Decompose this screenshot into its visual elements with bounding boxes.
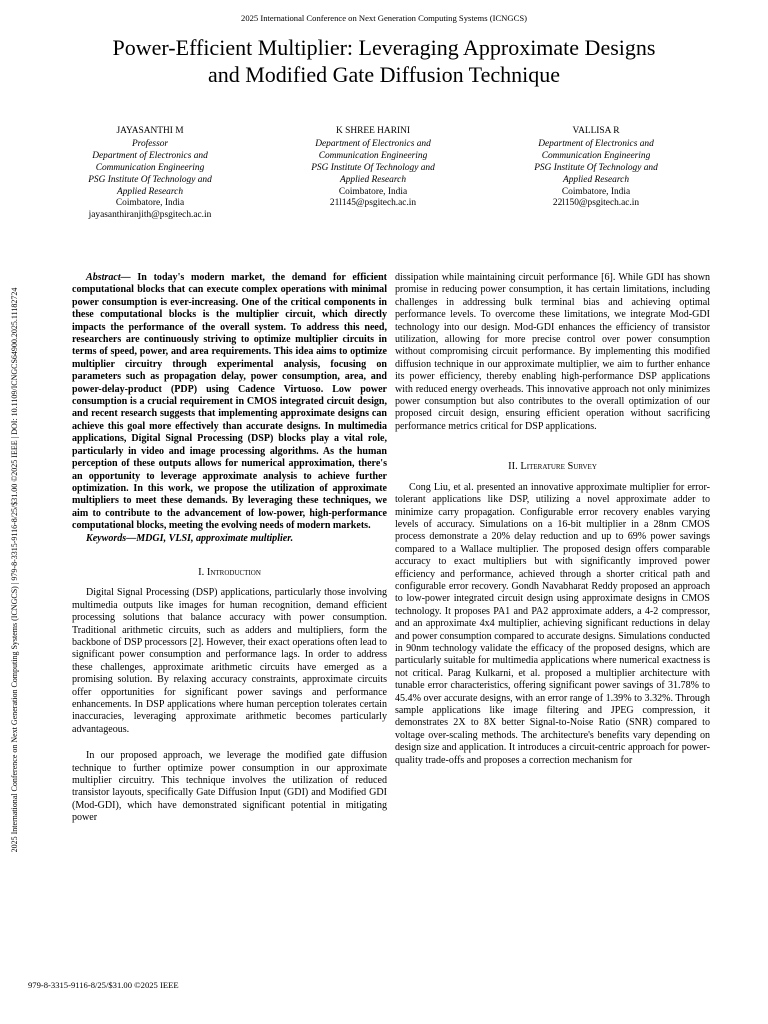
abstract-body: In today's modern market, the demand for efficient computational blocks that can execute complex operations with minimal power consumption is ever-increasing. One of the critical components in these computational blocks is the multiplier circuit, which directly impacts the performance of the overall system. To address this need, researchers are continuously striving to optimize multiplier circuits in terms of speed, power, and area requirements. This idea aims to optimize multiplier circuitry through experimental analysis, focusing on parameters such as propagation delay, power consumption, area, and power-delay-product (PDP) using Cadence Virtuoso. Low power consumption is a crucial requirement in CMOS integrated circuit design, and recent research suggests that implementing approximate designs can achieve this goal more effectively than accurate designs. In multimedia applications, Digital Signal Processing (DSP) blocks play a vital role, particularly in video and image processing algorithms. As the human perception of these outputs allows for numerical approximation, there's an opportunity to leverage approximate analysis to achieve further optimization. In this work, we propose the utilization of approximate multipliers to meet these demands. By leveraging these techniques, we aim to contribute to the advancement of low-power, high-performance computational blocks, meeting the evolving needs of modern markets. (72, 272, 387, 532)
title-line-1: Power-Efficient Multiplier: Leveraging Approximate Designs (112, 35, 656, 60)
author-3 (496, 126, 696, 222)
abstract-lead: Abstract— (86, 272, 131, 283)
author-dept: Communication Engineering (318, 150, 428, 161)
author-role: Professor (131, 138, 169, 149)
author-dept: Department of Electronics and (538, 138, 654, 149)
section-heading-introduction: I. Introduction (198, 566, 261, 578)
author-institution: Applied Research (339, 174, 407, 185)
author-dept: Department of Electronics and (92, 150, 208, 161)
author-email: 21l145@psgitech.ac.in (329, 198, 417, 209)
literature-paragraph-1: Cong Liu, et al. presented an innovative approximate multiplier for error-tolerant applications like DSP, utilizing a novel approximate adder to minimize carry propagation. Configurable error recovery enables varying levels of accuracy. Simulations on a 16-bit multiplier in a 28nm CMOS process demonstrate a 20% delay reduction and up to 69% power savings compared to a Wallace multiplier. The proposed design offers comparable accuracy to exact multipliers but with significantly improved power efficiency and performance, achieved through a shorter critical path and configurable error recovery. Gondh Navabharat Reddy proposed an approach to low-power integrated circuit design using approximate designs in CMOS technology. It proposes PA1 and PA2 approximate adders, a 4-2 compressor, and an approximate 4x4 multiplier, achieving significant reductions in delay and power consumption compared to accurate designs. Simulations conducted in 90nm technology validate the efficacy of the proposed designs, which are particularly suitable for multimedia applications where numerical exactness is not critical. Parag Kulkarni, et al. proposed a multiplier architecture with tunable error characteristics, offering significant power savings of 31.78% to 45.4% over accurate designs, with an error range of 1.39% to 3.32%. Through sample applications like image filtering and JPEG compression, it demonstrates 2X to 8X better Signal-to-Noise Ratio (SNR) compared to voltage over-scaling methods. The architecture's benefits vary depending on design size and application. It introduces a circuit-centric approach for power-quality trade-offs and proposes a correction mechanism for (395, 481, 710, 766)
author-dept: Communication Engineering (95, 162, 205, 173)
author-name: K SHREE HARINI (336, 126, 410, 136)
intro-paragraph-1: Digital Signal Processing (DSP) applications, particularly those involving multimedia outputs like images for human recognition, demand efficient processing solutions that balance accuracy with power consumption. Traditional arithmetic circuits, such as adders and multipliers, form the backbone of DSP processors [2]. However, their exact operations often lead to significant power consumption and performance lags. In order to address these challenges, approximate arithmetic circuits have emerged as a promising solution. By relaxing accuracy constraints, approximate circuits offer opportunities for significant power savings and performance enhancements. In DSP applications where human perception tolerates certain inaccuracies, leveraging approximate arithmetic becomes particularly advantageous. (72, 587, 387, 735)
author-institution: PSG Institute Of Technology and (88, 174, 212, 185)
author-name: JAYASANTHI M (116, 126, 184, 136)
keywords: Keywords—MDGI, VLSI, approximate multiplier. (86, 532, 294, 544)
left-column (72, 272, 387, 825)
author-email: 22l150@psgitech.ac.in (552, 198, 640, 209)
right-paragraph-1: dissipation while maintaining circuit performance [6]. While GDI has shown promise in reducing power consumption, it has certain limitations, including challenges in addressing bulk terminal bias and achieving optimal performance levels. To overcome these limitations, we integrate Mod-GDI technology into our design. Mod-GDI enhances the efficiency of transistor utilization, allowing for more precise control over power consumption without compromising circuit performance. By implementing this modified diffusion technique in our approximate multiplier, we aim to further enhance its power efficiency, thereby enabling high-performance DSP applications with reduced energy overheads. This innovative approach not only minimizes power consumption but also contributes to the overall optimization of our proposed circuit design, ensuring efficient operation without sacrificing performance metrics critical for DSP applications. (395, 272, 710, 432)
author-city: Coimbatore, India (115, 198, 185, 209)
author-1 (50, 126, 250, 222)
intro-paragraph-2: In our proposed approach, we leverage the modified gate diffusion technique to further optimize power consumption in our approximate multiplier circuitry. This technique involves the utilization of reduced transistor layouts, specifically Gate Diffusion Input (GDI) and Modified GDI (Mod-GDI), which have demonstrated significant potential in mitigating power (72, 750, 387, 824)
author-institution: PSG Institute Of Technology and (311, 162, 435, 173)
author-email: jayasanthiranjith@psgitech.ac.in (88, 210, 212, 221)
author-institution: Applied Research (116, 186, 184, 197)
title-line-2: and Modified Gate Diffusion Technique (207, 62, 560, 87)
author-city: Coimbatore, India (561, 186, 631, 197)
author-name: VALLISA R (572, 126, 620, 136)
conference-header: 2025 International Conference on Next Generation Computing Systems (ICNGCS) (241, 13, 527, 23)
author-dept: Department of Electronics and (315, 138, 431, 149)
author-2 (273, 126, 473, 222)
author-dept: Communication Engineering (541, 150, 651, 161)
abstract (72, 272, 387, 533)
side-doi-banner: 2025 International Conference on Next Generation Computing Systems (ICNGCS) | 979-8-3315-9116-8/25/$31.00 ©2025 IEEE | DOI: 10.1109/ICNGCS64900.2025.11182724 (10, 287, 19, 853)
paper-title (40, 34, 728, 88)
author-city: Coimbatore, India (338, 186, 408, 197)
right-column (395, 272, 710, 767)
author-block (50, 126, 696, 222)
footer-copyright: 979-8-3315-9116-8/25/$31.00 ©2025 IEEE (28, 980, 179, 990)
section-heading-literature-survey: II. Literature Survey (508, 461, 597, 473)
author-institution: PSG Institute Of Technology and (534, 162, 658, 173)
author-institution: Applied Research (562, 174, 630, 185)
